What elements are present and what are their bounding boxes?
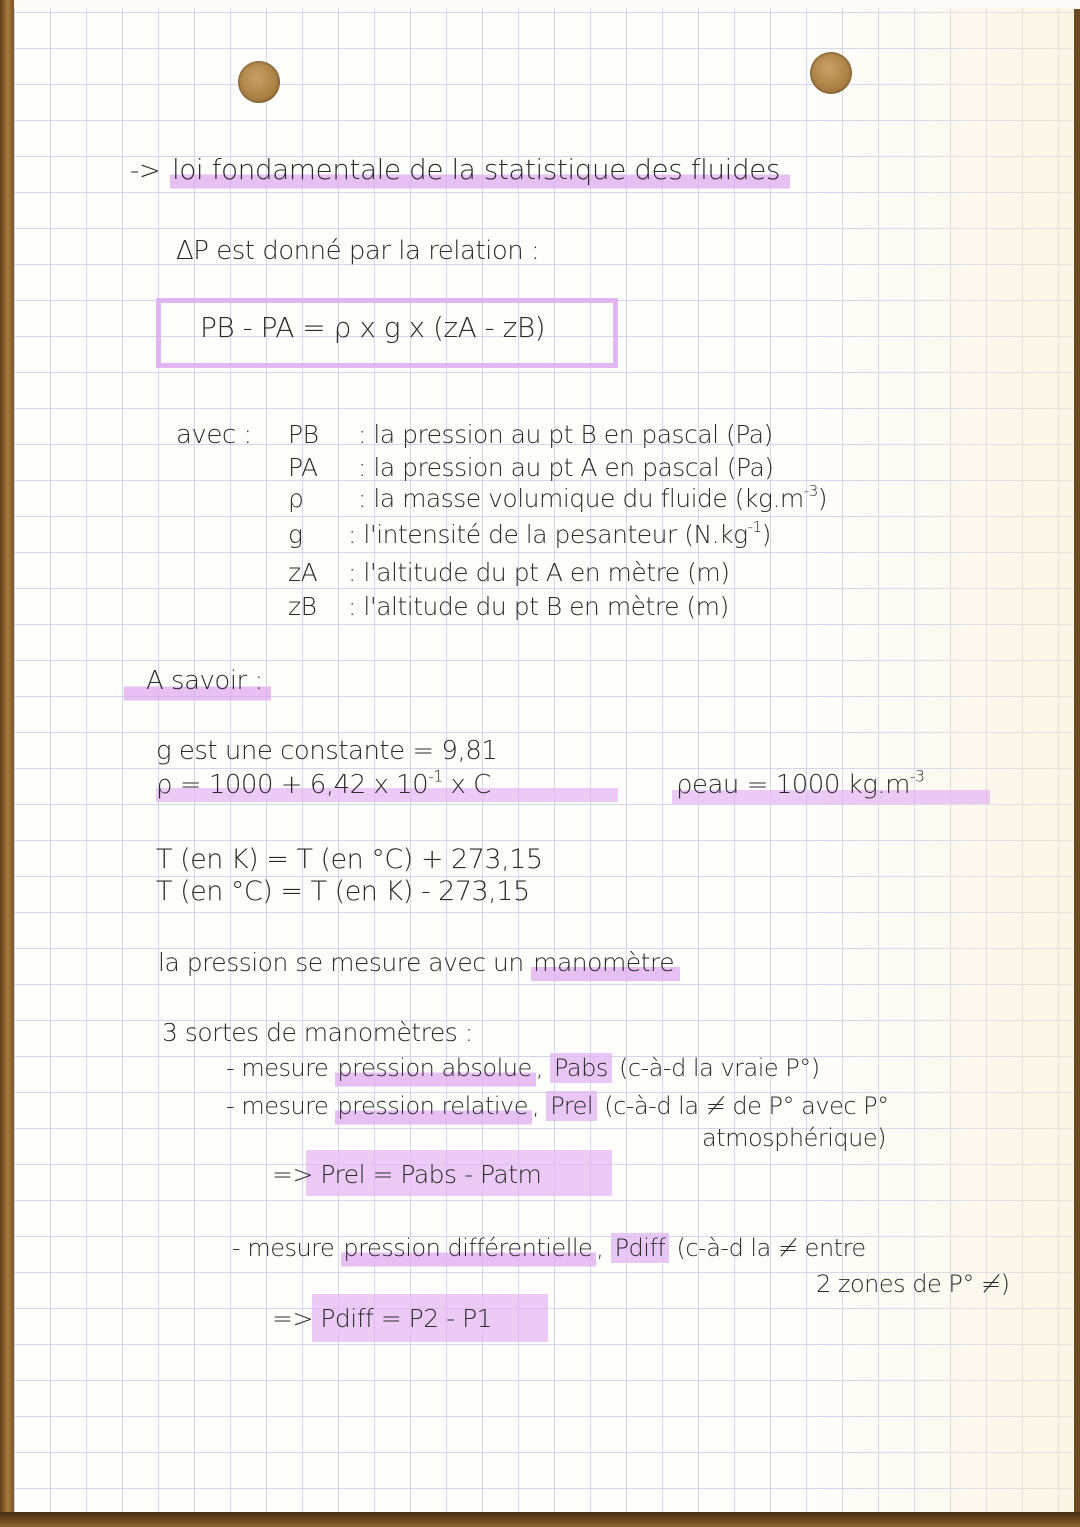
definition-item bbox=[288, 455, 774, 480]
sorte-item-absolue: - mesure pression absolue , Pabs (c-à-d la vraie P°) bbox=[226, 1056, 820, 1080]
definition-item bbox=[288, 560, 730, 585]
sorte-note-continued: 2 zones de P° ≠) bbox=[816, 1270, 1010, 1298]
definition-exponent: -1 bbox=[747, 517, 762, 536]
definition-symbol: zA bbox=[288, 558, 318, 587]
a-savoir-heading: A savoir : bbox=[124, 668, 271, 702]
pdiff-formula: => Pdiff = P2 - P1 bbox=[272, 1304, 493, 1333]
temperature-kelvin: T (en K) = T (en °C) + 273,15 bbox=[156, 844, 543, 875]
sorte-item-relative: - mesure pression relative , Prel (c-à-d la ≠ de P° avec P° bbox=[226, 1094, 889, 1118]
formula-lhs: PB - PA bbox=[200, 311, 294, 344]
sortes-heading: 3 sortes de manomètres : bbox=[162, 1018, 473, 1047]
wood-edge-bottom bbox=[0, 1512, 1080, 1527]
sorte-type: pression relative bbox=[335, 1092, 532, 1126]
definition-text: : la pression au pt B en pascal (Pa) bbox=[358, 420, 773, 449]
definition-symbol: zB bbox=[288, 592, 317, 621]
manometre-sentence-text: la pression se mesure avec un bbox=[158, 948, 524, 977]
definitions-prefix: avec : bbox=[176, 420, 252, 450]
sorte-item-differentielle: - mesure pression différentielle , Pdiff (c-à-d la ≠ entre bbox=[232, 1236, 866, 1260]
sorte-note: (c-à-d la ≠ de P° avec P° bbox=[604, 1092, 889, 1120]
definition-item bbox=[288, 594, 729, 619]
sorte-type: pression absolue bbox=[335, 1054, 535, 1088]
sorte-note-continued: atmosphérique) bbox=[702, 1124, 887, 1152]
main-formula bbox=[200, 311, 546, 344]
sorte-label: mesure bbox=[241, 1054, 329, 1082]
rho-eau-text: ρeau = 1000 kg.m bbox=[676, 770, 910, 800]
definition-symbol: g bbox=[288, 520, 303, 549]
wood-edge-left bbox=[0, 0, 14, 1527]
rho-formula-text: ρ = 1000 + 6,42 x 10 bbox=[156, 770, 429, 800]
prel-formula: => Prel = Pabs - Patm bbox=[272, 1160, 542, 1189]
manometre-sentence bbox=[158, 950, 680, 975]
bullet-dash: - bbox=[226, 1054, 235, 1082]
sorte-symbol: Pabs bbox=[550, 1053, 612, 1083]
definition-text: : la masse volumique du fluide (kg.m bbox=[358, 484, 804, 513]
bullet-dash: - bbox=[226, 1092, 235, 1120]
definition-item bbox=[288, 422, 773, 447]
rho-formula-tail: x C bbox=[442, 770, 491, 800]
definition-symbol: PA bbox=[288, 453, 318, 482]
definition-text: : l'altitude du pt B en mètre (m) bbox=[348, 592, 729, 621]
rho-eau bbox=[676, 767, 925, 800]
sorte-symbol: Prel bbox=[546, 1091, 597, 1121]
sorte-note: (c-à-d la ≠ entre bbox=[676, 1234, 866, 1262]
sorte-type: pression différentielle bbox=[341, 1234, 596, 1268]
formula-rhs: = ρ x g x (zA - zB) bbox=[302, 311, 546, 344]
definition-close: ) bbox=[761, 520, 771, 549]
temperature-celsius: T (en °C) = T (en K) - 273,15 bbox=[156, 876, 530, 907]
sorte-label: mesure bbox=[241, 1092, 329, 1120]
sorte-label: mesure bbox=[247, 1234, 335, 1262]
definition-item bbox=[288, 481, 828, 513]
definition-close: ) bbox=[817, 484, 828, 513]
definition-text: : l'intensité de la pesanteur (N.kg bbox=[348, 520, 748, 549]
manometre-keyword: manomètre bbox=[531, 948, 680, 983]
binder-hole-left-icon bbox=[238, 61, 280, 103]
intro-text: ΔP est donné par la relation : bbox=[176, 236, 540, 266]
rho-exponent: -1 bbox=[428, 767, 443, 786]
page-title: loi fondamentale de la statistique des fluides bbox=[170, 156, 790, 190]
bullet-dash: - bbox=[232, 1234, 241, 1262]
rho-formula bbox=[156, 767, 491, 800]
definition-symbol: PB bbox=[288, 420, 319, 449]
sorte-symbol: Pdiff bbox=[611, 1233, 670, 1263]
title-arrow: -> bbox=[130, 156, 161, 186]
definition-text: : l'altitude du pt A en mètre (m) bbox=[348, 558, 730, 587]
definition-exponent: -3 bbox=[803, 481, 818, 500]
binder-hole-right-icon bbox=[810, 52, 852, 94]
rho-eau-exponent: -3 bbox=[909, 767, 925, 786]
g-constant-text: g est une constante = 9,81 bbox=[156, 736, 498, 766]
definition-symbol: ρ bbox=[288, 484, 304, 513]
sorte-note: (c-à-d la vraie P°) bbox=[618, 1054, 820, 1082]
definition-text: : la pression au pt A en pascal (Pa) bbox=[358, 453, 774, 482]
definition-item bbox=[288, 517, 771, 549]
g-constant-line bbox=[156, 738, 497, 764]
